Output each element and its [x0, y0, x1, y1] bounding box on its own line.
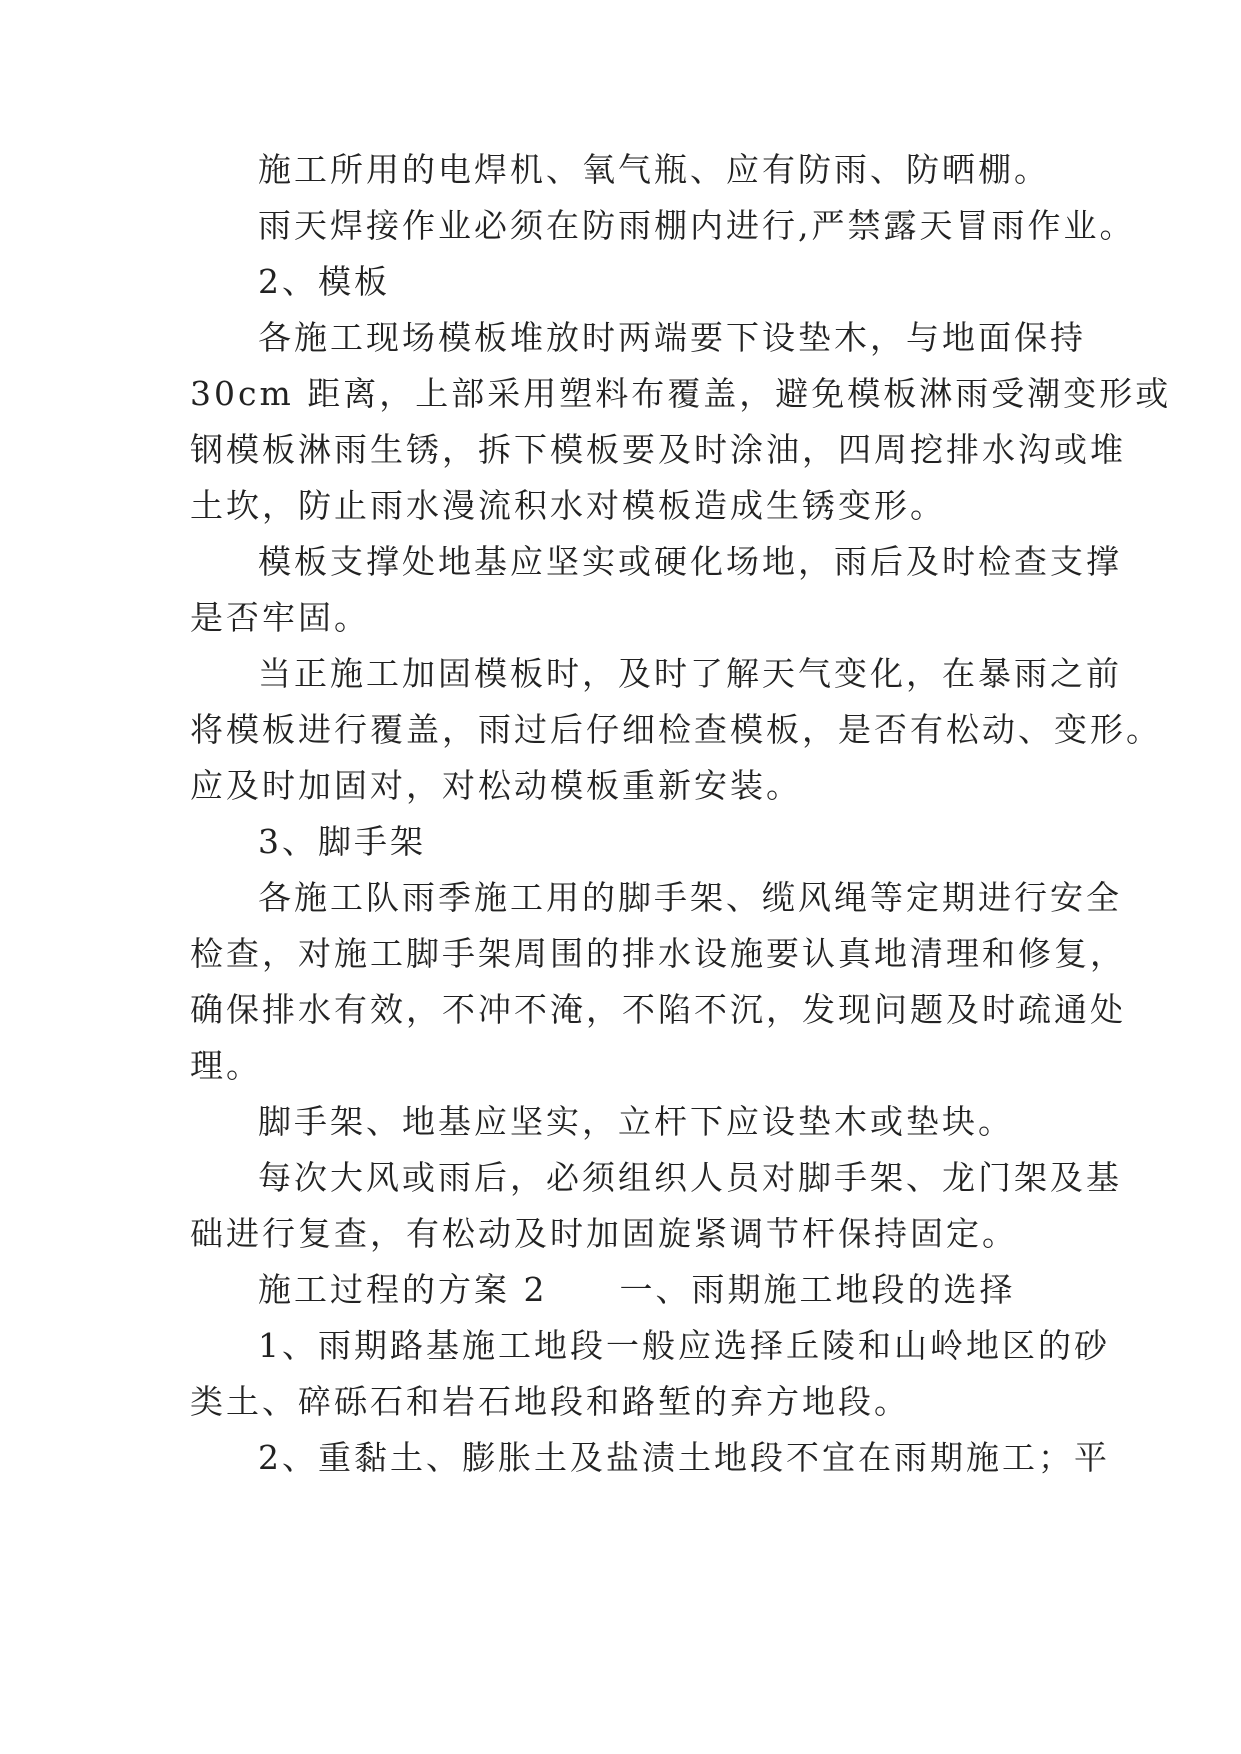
paragraph-line: 将模板进行覆盖，雨过后仔细检查模板，是否有松动、变形。 — [190, 710, 1162, 749]
paragraph-line: 脚手架、地基应坚实，立杆下应设垫木或垫块。 — [258, 1102, 1014, 1141]
paragraph-line: 施工所用的电焊机、氧气瓶、应有防雨、防晒棚。 — [258, 150, 1050, 189]
paragraph-line: 模板支撑处地基应坚实或硬化场地，雨后及时检查支撑 — [258, 542, 1122, 581]
paragraph-line: 30cm 距离，上部采用塑料布覆盖，避免模板淋雨受潮变形或 — [190, 374, 1172, 413]
paragraph-line: 各施工现场模板堆放时两端要下设垫木，与地面保持 — [258, 318, 1086, 357]
section-heading: 2、模板 — [258, 262, 390, 301]
paragraph-line: 检查，对施工脚手架周围的排水设施要认真地清理和修复， — [190, 934, 1126, 973]
section-heading: 3、脚手架 — [258, 822, 426, 861]
paragraph-line: 2、重黏土、膨胀土及盐渍土地段不宜在雨期施工；平 — [258, 1438, 1110, 1477]
paragraph-line: 各施工队雨季施工用的脚手架、缆风绳等定期进行安全 — [258, 878, 1122, 917]
paragraph-line: 是否牢固。 — [190, 598, 370, 637]
paragraph-line: 雨天焊接作业必须在防雨棚内进行,严禁露天冒雨作业。 — [258, 206, 1136, 245]
paragraph-line: 土坎，防止雨水漫流积水对模板造成生锈变形。 — [190, 486, 946, 525]
paragraph-line: 1、雨期路基施工地段一般应选择丘陵和山岭地区的砂 — [258, 1326, 1110, 1365]
paragraph-line: 类土、碎砾石和岩石地段和路堑的弃方地段。 — [190, 1382, 910, 1421]
paragraph-line: 应及时加固对，对松动模板重新安装。 — [190, 766, 802, 805]
paragraph-line: 确保排水有效，不冲不淹，不陷不沉，发现问题及时疏通处 — [190, 990, 1126, 1029]
paragraph-line: 理。 — [190, 1046, 262, 1085]
section-heading: 施工过程的方案 2 一、雨期施工地段的选择 — [258, 1270, 1016, 1309]
paragraph-line: 础进行复查，有松动及时加固旋紧调节杆保持固定。 — [190, 1214, 1018, 1253]
paragraph-line: 钢模板淋雨生锈，拆下模板要及时涂油，四周挖排水沟或堆 — [190, 430, 1126, 469]
paragraph-line: 当正施工加固模板时，及时了解天气变化，在暴雨之前 — [258, 654, 1122, 693]
paragraph-line: 每次大风或雨后，必须组织人员对脚手架、龙门架及基 — [258, 1158, 1122, 1197]
